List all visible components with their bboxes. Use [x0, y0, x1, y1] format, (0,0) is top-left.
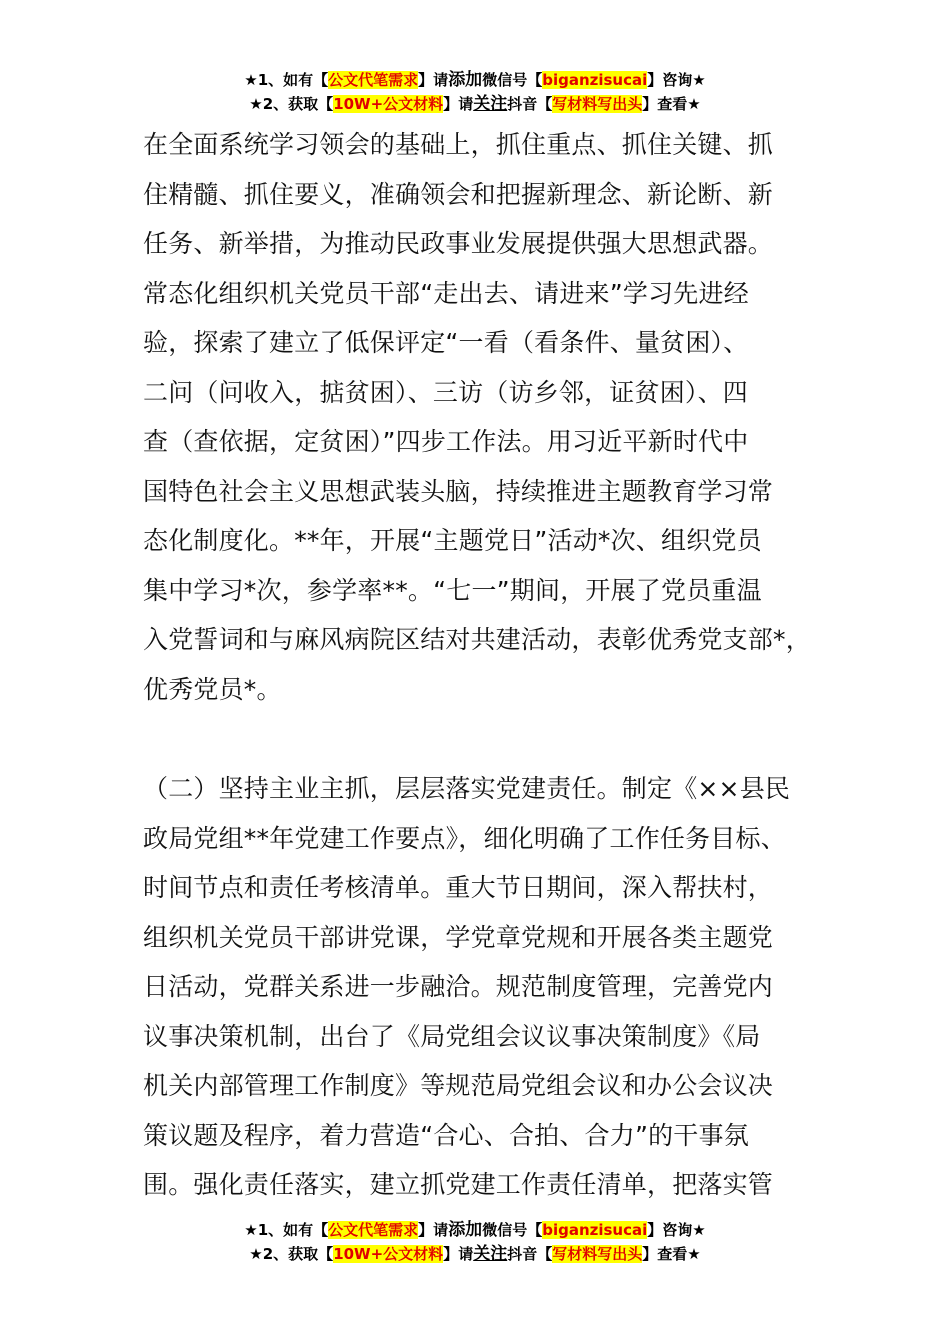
text-line: 策议题及程序，着力营造“合心、合拍、合力”的干事氛 [143, 1120, 749, 1150]
text-line: 时间节点和责任考核清单。重大节日期间，深入帮扶村， [143, 873, 774, 902]
text-line: 在全面系统学习领会的基础上，抓住重点、抓住关键、抓 [143, 130, 774, 159]
banner-emphasis: 添加 [448, 70, 483, 90]
banner-text: 】查看★ [642, 95, 701, 113]
text-line: 入党誓词和与麻风病院区结对共建活动，表彰优秀党支部*， [143, 625, 811, 654]
text-line: 优秀党员*。 [143, 674, 282, 704]
banner-text: 微信号【 [482, 1221, 543, 1239]
highlight-wechat-id: biganzisucai [542, 1221, 648, 1239]
text-line: 国特色社会主义思想武装头脑，持续推进主题教育学习常 [143, 476, 774, 506]
paragraph-2 [143, 764, 833, 1210]
text-line: 态化制度化。**年，开展“主题党日”活动*次、组织党员 [143, 526, 762, 555]
header-banner [0, 68, 950, 116]
banner-emphasis: 关注 [473, 1244, 508, 1264]
banner-line-2 [0, 1242, 950, 1266]
text-line: 任务、新举措，为推动民政事业发展提供强大思想武器。 [143, 229, 774, 258]
text-line: 住精髓、抓住要义，准确领会和把握新理念、新论断、新 [143, 179, 774, 209]
banner-text: 微信号【 [482, 71, 543, 89]
banner-text: ★1、如有【 [244, 1221, 329, 1239]
text-line: 组织机关党员干部讲党课，学党章党规和开展各类主题党 [143, 922, 774, 952]
banner-text: ★2、获取【 [249, 1245, 334, 1263]
text-line: 验，探索了建立了低保评定“一看（看条件、量贫困）、 [143, 328, 749, 357]
banner-text: 】查看★ [642, 1245, 701, 1263]
text-line: 围。强化责任落实，建立抓党建工作责任清单，把落实管 [143, 1170, 774, 1199]
text-line: 日活动，党群关系进一步融洽。规范制度管理，完善党内 [143, 972, 774, 1001]
banner-text: ★1、如有【 [244, 71, 329, 89]
text-line: 查（查依据，定贫困）”四步工作法。用习近平新时代中 [143, 427, 749, 456]
document-body [143, 120, 833, 1210]
text-line: 二问（问收入，掂贫困）、三访（访乡邻，证贫困）、四 [143, 377, 749, 407]
text-line: （二）坚持主业主抓，层层落实党建责任。制定《××县民 [143, 774, 791, 803]
banner-text: 】请 [418, 1221, 449, 1239]
text-line: 集中学习*次，参学率**。“七一”期间，开展了党员重温 [143, 575, 762, 605]
paragraph-gap [143, 714, 833, 764]
banner-text: 抖音【 [507, 95, 553, 113]
paragraph-1 [143, 120, 833, 714]
banner-text: ★2、获取【 [249, 95, 334, 113]
highlight-service: 公文代笔需求 [328, 71, 419, 89]
banner-text: 】请 [418, 71, 449, 89]
highlight-materials: 10W+公文材料 [333, 1245, 444, 1263]
banner-emphasis: 关注 [473, 94, 508, 114]
banner-line-2 [0, 92, 950, 116]
banner-text: 】请 [443, 95, 474, 113]
banner-text: 】请 [443, 1245, 474, 1263]
banner-line-1 [0, 1218, 950, 1242]
banner-text: 抖音【 [507, 1245, 553, 1263]
banner-emphasis: 添加 [448, 1220, 483, 1240]
highlight-wechat-id: biganzisucai [542, 71, 648, 89]
highlight-service: 公文代笔需求 [328, 1221, 419, 1239]
banner-text: 】咨询★ [647, 71, 706, 89]
text-line: 政局党组**年党建工作要点》，细化明确了工作任务目标、 [143, 823, 786, 853]
highlight-materials: 10W+公文材料 [333, 95, 444, 113]
banner-text: 】咨询★ [647, 1221, 706, 1239]
banner-line-1 [0, 68, 950, 92]
text-line: 议事决策机制，出台了《局党组会议议事决策制度》《局 [143, 1021, 761, 1051]
text-line: 机关内部管理工作制度》等规范局党组会议和办公会议决 [143, 1071, 774, 1100]
text-line: 常态化组织机关党员干部“走出去、请进来”学习先进经 [143, 278, 749, 308]
highlight-douyin-id: 写材料写出头 [552, 95, 643, 113]
footer-banner [0, 1218, 950, 1266]
highlight-douyin-id: 写材料写出头 [552, 1245, 643, 1263]
